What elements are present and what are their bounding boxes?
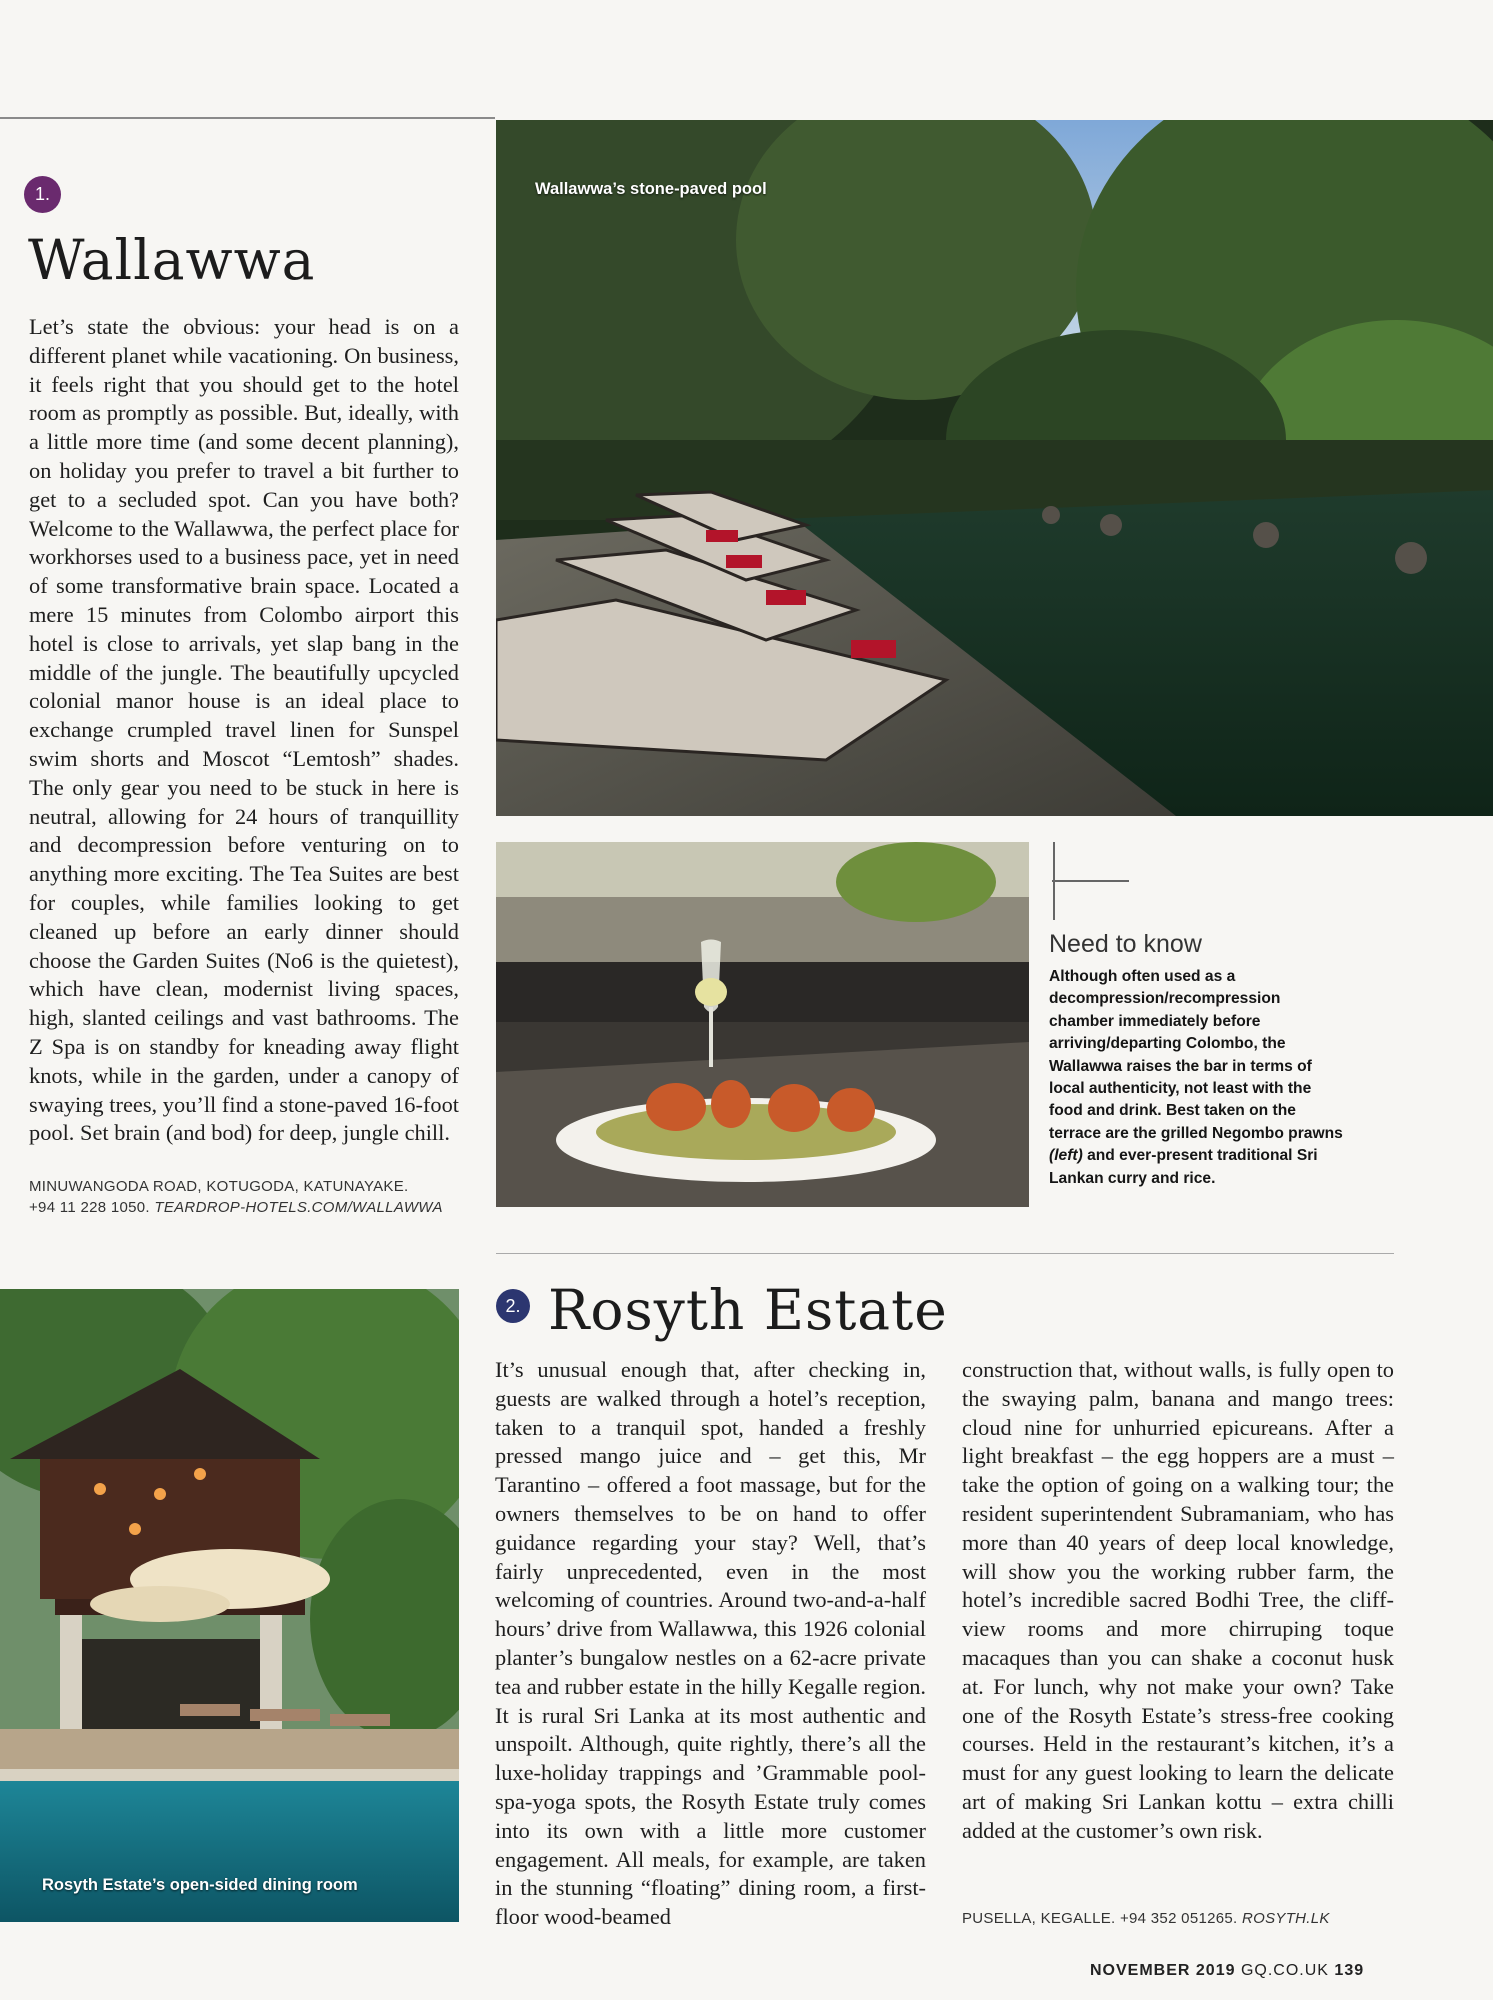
section-2-col2: construction that, without walls, is fully open to the swaying palm, banana and mango trees: cloud nine for unhurried epicureans. After a light breakfast – the egg hoppers are a must – take the option of going on a walking tour; the resident superintendent Subramaniam, who has more than 40 years of deep local knowledge, will show you the working rubber farm, the hotel’s incredible sacred Bodhi Tree, the cliff-view rooms and more chirruping toque macaques than you can shake a coconut husk at. For lunch, why not make your own? Take one of the Rosyth Estate’s stress-free cooking courses. Held in the restaurant’s kitchen, it’s a must for any guest looking to learn the delicate art of making Sri Lankan kottu – extra chilli added at the customer’s own risk. <box>962 1357 1394 1843</box>
section-2-number-badge: 2. <box>496 1289 530 1323</box>
section-1-address <box>29 1176 469 1218</box>
section-2-address <box>962 1908 1402 1929</box>
section-2-title: Rosyth Estate <box>548 1278 948 1342</box>
section-1-title: Wallawwa <box>28 228 316 292</box>
prawns-photo <box>496 842 1029 1207</box>
pool-photo-caption: Wallawwa’s stone-paved pool <box>535 180 767 198</box>
footer-site: GQ.CO.UK <box>1240 1962 1329 1979</box>
section-1-website: TEARDROP-HOTELS.COM/WALLAWWA <box>154 1199 443 1216</box>
footer-date: NOVEMBER 2019 <box>1090 1962 1236 1979</box>
section-1-address-line2: +94 11 228 1050. <box>29 1199 150 1216</box>
mid-rule <box>496 1253 1394 1254</box>
dining-room-photo <box>0 1289 459 1922</box>
need-to-know-cross-horizontal <box>1052 880 1129 882</box>
top-rule <box>0 117 495 119</box>
need-to-know-text-after: and ever-present traditional Sri Lankan curry and rice. <box>1049 1147 1318 1187</box>
section-2-address-text: PUSELLA, KEGALLE. +94 352 051265. <box>962 1910 1238 1927</box>
need-to-know-text-before: Although often used as a decompression/recompression chamber immediately before arriving/departing Colombo, the Wallawwa raises the bar in terms of local authenticity, not least with the food and drink. Best taken on the terrace are the grilled Negombo prawns <box>1049 968 1343 1142</box>
section-1-body: Let’s state the obvious: your head is on a different planet while vacationing. On business, it feels right that you should get to the hotel room as promptly as possible. But, ideally, with a little more time (and some decent planning), on holiday you prefer to travel a bit further to get to a secluded spot. Can you have both? Welcome to the Wallawwa, the perfect place for workhorses used to a business pace, yet in need of some transformative brain space. Located a mere 15 minutes from Colombo airport this hotel is close to arrivals, yet slap bang in the middle of the jungle. The beautifully upcycled colonial manor house is an ideal place to exchange crumpled travel linen for Sunspel swim shorts and Moscot “Lemtosh” shades. The only gear you need to be stuck in here is neutral, allowing for 24 hours of tranquillity and decompression before venturing on to anything more exciting. The Tea Suites are best for couples, while families looking to get cleaned up before an early dinner should choose the Garden Suites (No6 is the quietest), which have clean, modernist living spaces, high, slanted ceilings and vast bathrooms. The Z Spa is on standby for kneading away flight knots, while in the garden, under a canopy of swaying trees, you’ll find a stone-paved 16-foot pool. Set brain (and bod) for deep, jungle chill. <box>29 314 459 1146</box>
dining-room-photo-caption: Rosyth Estate’s open-sided dining room <box>42 1876 358 1894</box>
section-2-col1: It’s unusual enough that, after checking in, guests are walked through a hotel’s reception, taken to a tranquil spot, handed a freshly pressed mango juice and – get this, Mr Tarantino – offered a foot massage, but for the owners themselves to be on hand to offer guidance regarding your stay? Well, that’s fairly unprecedented, even in the most welcoming of countries. Around two-and-a-half hours’ drive from Wallawwa, this 1926 colonial planter’s bungalow nestles on a 62-acre private tea and rubber estate in the hilly Kegalle region. It is rural Sri Lanka at its most authentic and unspoilt. Although, quite rightly, there’s all the luxe-holiday trappings and ’Grammable pool-spa-yoga spots, the Rosyth Estate truly comes into its own with a little more customer engagement. All meals, for example, are taken in the stunning “floating” dining room, a first-floor wood-beamed <box>495 1357 926 1930</box>
need-to-know-title: Need to know <box>1049 930 1202 958</box>
page-footer <box>1090 1962 1364 1980</box>
section-1-address-line1: MINUWANGODA ROAD, KOTUGODA, KATUNAYAKE. <box>29 1178 409 1195</box>
section-1-number-badge: 1. <box>24 176 61 213</box>
pool-photo <box>496 120 1493 816</box>
need-to-know-text-italic: (left) <box>1049 1147 1083 1165</box>
section-2-website: ROSYTH.LK <box>1241 1910 1330 1927</box>
footer-page-number: 139 <box>1334 1962 1365 1979</box>
need-to-know-body <box>1049 966 1349 1190</box>
